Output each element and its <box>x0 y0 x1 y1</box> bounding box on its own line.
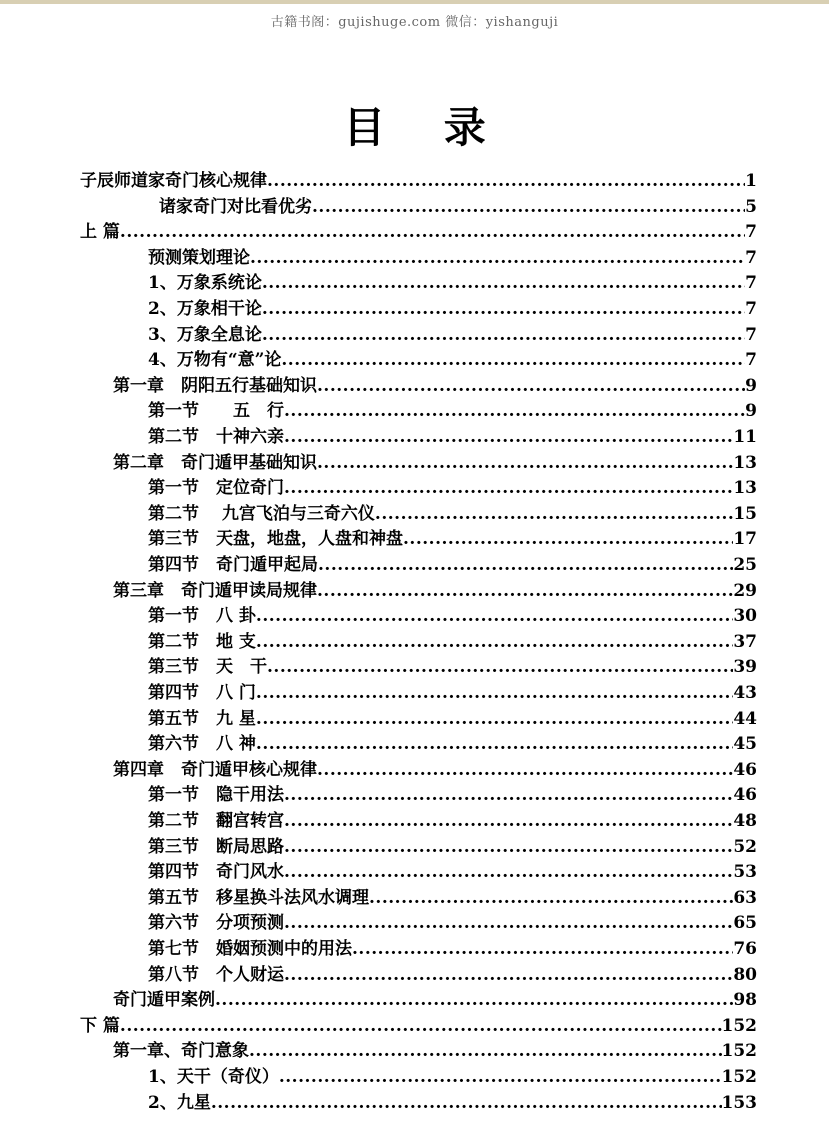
toc-entry-page-number: 53 <box>733 862 757 882</box>
dot-leader <box>120 220 745 245</box>
toc-entry <box>148 681 757 706</box>
dot-leader <box>312 195 745 220</box>
toc-entry-title: 第八节 个人财运 <box>148 965 284 985</box>
toc-entry-page-number: 44 <box>733 709 757 729</box>
toc-entry-page-number: 152 <box>721 1041 757 1061</box>
dot-leader <box>249 1039 722 1064</box>
dot-leader <box>284 809 733 834</box>
toc-entry-page-number: 9 <box>745 401 757 421</box>
toc-entry-page-number: 45 <box>733 734 757 754</box>
toc-entry-title: 子辰师道家奇门核心规律 <box>80 171 267 191</box>
toc-entry <box>148 348 757 373</box>
toc-entry-page-number: 13 <box>733 453 757 473</box>
toc-entry-title: 下 篇 <box>80 1016 120 1036</box>
toc-entry-title: 第七节 婚姻预测中的用法 <box>148 939 352 959</box>
toc-entry <box>80 169 757 194</box>
toc-entry <box>148 707 757 732</box>
toc-entry-page-number: 52 <box>733 837 757 857</box>
dot-leader <box>403 527 733 552</box>
toc-entry <box>148 323 757 348</box>
dot-leader <box>318 553 733 578</box>
dot-leader <box>267 655 733 680</box>
toc-entry-page-number: 7 <box>745 273 757 293</box>
toc-entry-title: 2、万象相干论 <box>148 299 262 319</box>
toc-entry-page-number: 63 <box>733 888 757 908</box>
toc-entry-title: 上 篇 <box>80 222 120 242</box>
dot-leader <box>317 451 733 476</box>
toc-entry-page-number: 7 <box>745 248 757 268</box>
toc-entry-page-number: 25 <box>733 555 757 575</box>
dot-leader <box>317 758 733 783</box>
dot-leader <box>284 399 745 424</box>
toc-entry-title: 奇门遁甲案例 <box>113 990 215 1010</box>
toc-entry-page-number: 9 <box>745 376 757 396</box>
dot-leader <box>256 604 733 629</box>
toc-entry <box>80 1014 757 1039</box>
dot-leader <box>256 707 733 732</box>
dot-leader <box>256 732 733 757</box>
toc-entry-page-number: 7 <box>745 222 757 242</box>
toc-entry <box>148 425 757 450</box>
toc-entry <box>148 399 757 424</box>
toc-entry <box>148 271 757 296</box>
dot-leader <box>262 271 745 296</box>
toc-entry-title: 第二章 奇门遁甲基础知识 <box>113 453 317 473</box>
toc-entry <box>148 860 757 885</box>
toc-entry <box>148 911 757 936</box>
dot-leader <box>284 963 733 988</box>
toc-entry-page-number: 17 <box>733 529 757 549</box>
toc-entry <box>148 783 757 808</box>
toc-entry <box>159 195 757 220</box>
dot-leader <box>352 937 733 962</box>
dot-leader <box>281 348 745 373</box>
toc-entry-page-number: 152 <box>721 1067 757 1087</box>
toc-entry <box>148 937 757 962</box>
toc-entry <box>113 1039 757 1064</box>
toc-entry-title: 第二节 地 支 <box>148 632 256 652</box>
dot-leader <box>284 783 733 808</box>
toc-entry-page-number: 48 <box>733 811 757 831</box>
toc-entry-page-number: 43 <box>733 683 757 703</box>
toc-entry-title: 诸家奇门对比看优劣 <box>159 197 312 217</box>
dot-leader <box>262 297 745 322</box>
toc-entry <box>148 655 757 680</box>
toc-entry <box>148 963 757 988</box>
toc-entry-title: 第一节 隐干用法 <box>148 785 284 805</box>
toc-entry-title: 第四节 奇门遁甲起局 <box>148 555 318 575</box>
toc-entry-page-number: 7 <box>745 325 757 345</box>
dot-leader <box>120 1014 722 1039</box>
toc-entry-title: 第一节 八 卦 <box>148 606 256 626</box>
toc-entry <box>113 758 757 783</box>
dot-leader <box>211 1091 722 1116</box>
toc-entry <box>80 220 757 245</box>
dot-leader <box>262 323 745 348</box>
toc-entry-title: 第一节 五 行 <box>148 401 284 421</box>
toc-entry <box>113 451 757 476</box>
toc-entry-page-number: 29 <box>733 581 757 601</box>
toc-entry-title: 第二节 十神六亲 <box>148 427 284 447</box>
dot-leader <box>256 630 733 655</box>
dot-leader <box>317 579 733 604</box>
toc-entry-page-number: 37 <box>733 632 757 652</box>
dot-leader <box>250 246 745 271</box>
toc-entry-title: 第二节 九宫飞泊与三奇六仪 <box>148 504 375 524</box>
toc-entry-title: 第一节 定位奇门 <box>148 478 284 498</box>
toc-entry <box>113 579 757 604</box>
toc-entry <box>148 630 757 655</box>
toc-entry <box>113 988 757 1013</box>
toc-entry-page-number: 5 <box>745 197 757 217</box>
dot-leader <box>284 860 733 885</box>
toc-entry-title: 1、万象系统论 <box>148 273 262 293</box>
toc-entry-title: 第一章、奇门意象 <box>113 1041 249 1061</box>
toc-entry-title: 第三节 天盘，地盘，人盘和神盘 <box>148 529 403 549</box>
toc-entry <box>148 1065 757 1090</box>
toc-entry-title: 第四节 八 门 <box>148 683 256 703</box>
toc-entry <box>148 246 757 271</box>
watermark-text: 古籍书阁：gujishuge.com 微信：yishanguji <box>270 15 559 30</box>
dot-leader <box>375 502 733 527</box>
toc-entry-page-number: 152 <box>721 1016 757 1036</box>
toc-entry <box>148 732 757 757</box>
toc-entry-title: 第六节 分项预测 <box>148 913 284 933</box>
dot-leader <box>284 835 733 860</box>
dot-leader <box>256 681 733 706</box>
toc-entry <box>148 809 757 834</box>
toc-entry-title: 1、天干（奇仪） <box>148 1067 279 1087</box>
toc-entry-title: 2、九星 <box>148 1093 211 1113</box>
toc-entry-page-number: 15 <box>733 504 757 524</box>
toc-entry <box>148 886 757 911</box>
toc-entry-title: 第四节 奇门风水 <box>148 862 284 882</box>
toc-entry-title: 第五节 九 星 <box>148 709 256 729</box>
dot-leader <box>267 169 745 194</box>
toc-entry <box>148 1091 757 1116</box>
toc-entry-title: 预测策划理论 <box>148 248 250 268</box>
toc-entry <box>148 835 757 860</box>
toc-entry <box>148 502 757 527</box>
dot-leader <box>317 374 745 399</box>
toc-entry-page-number: 76 <box>733 939 757 959</box>
toc-entry-title: 第三节 天 干 <box>148 657 267 677</box>
toc-entry-page-number: 39 <box>733 657 757 677</box>
toc-entry-page-number: 80 <box>733 965 757 985</box>
toc-entry-page-number: 7 <box>745 299 757 319</box>
toc-entry <box>148 527 757 552</box>
toc-entry-title: 第五节 移星换斗法风水调理 <box>148 888 369 908</box>
toc-entry-title: 第三章 奇门遁甲读局规律 <box>113 581 317 601</box>
toc-entry-title: 4、万物有“意”论 <box>148 350 282 370</box>
toc-entry-title: 第三节 断局思路 <box>148 837 284 857</box>
dot-leader <box>215 988 733 1013</box>
toc-entry-page-number: 46 <box>733 785 757 805</box>
dot-leader <box>284 425 733 450</box>
toc-entry-page-number: 65 <box>733 913 757 933</box>
toc-entry-title: 第一章 阴阳五行基础知识 <box>113 376 317 396</box>
toc-entry-title: 3、万象全息论 <box>148 325 262 345</box>
toc-entry-page-number: 11 <box>733 427 757 447</box>
toc-entry <box>148 553 757 578</box>
toc-entry-page-number: 13 <box>733 478 757 498</box>
toc-entry <box>148 604 757 629</box>
toc-entry-page-number: 46 <box>733 760 757 780</box>
toc-entry <box>113 374 757 399</box>
toc-entry-title: 第四章 奇门遁甲核心规律 <box>113 760 317 780</box>
page-title: 目 录 <box>343 103 508 152</box>
dot-leader <box>284 911 733 936</box>
dot-leader <box>369 886 733 911</box>
toc-entry-title: 第六节 八 神 <box>148 734 256 754</box>
toc-entry-page-number: 30 <box>733 606 757 626</box>
toc-entry-page-number: 153 <box>721 1093 757 1113</box>
page-top-border <box>0 0 829 4</box>
toc-entry-page-number: 1 <box>745 171 757 191</box>
toc-entry <box>148 297 757 322</box>
toc-entry <box>148 476 757 501</box>
toc-entry-page-number: 98 <box>733 990 757 1010</box>
dot-leader <box>284 476 733 501</box>
toc-entry-title: 第二节 翻宫转宫 <box>148 811 284 831</box>
dot-leader <box>279 1065 722 1090</box>
toc-entry-page-number: 7 <box>745 350 757 370</box>
